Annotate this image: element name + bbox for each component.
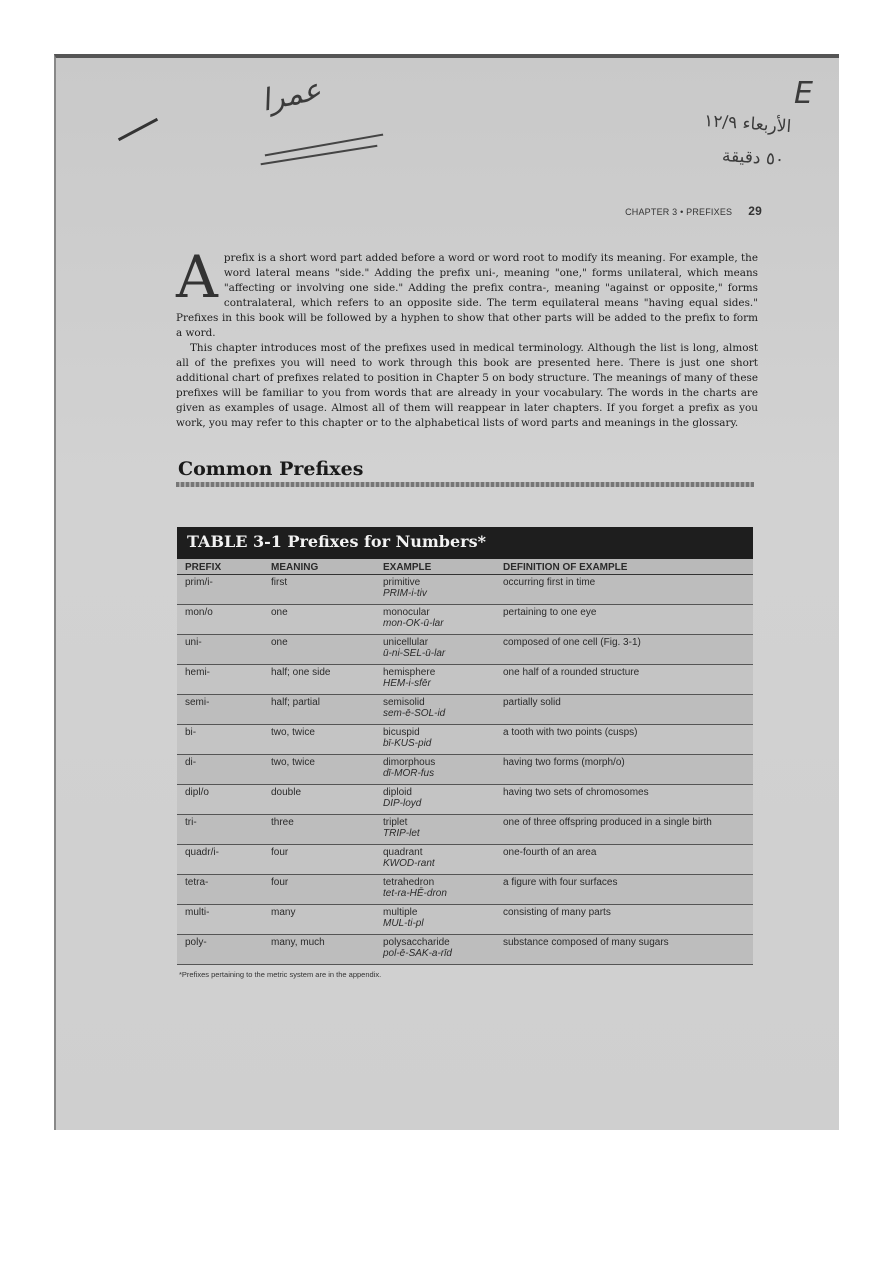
pronunciation: TRIP-let bbox=[383, 828, 420, 839]
definition-cell: substance composed of many sugars bbox=[495, 935, 753, 965]
definition-cell: consisting of many parts bbox=[495, 905, 753, 935]
pronunciation: sem-ē-SOL-id bbox=[383, 708, 446, 719]
example-word: hemisphere bbox=[383, 667, 436, 678]
example-word: triplet bbox=[383, 817, 408, 828]
meaning-cell: many bbox=[263, 905, 375, 935]
example-cell bbox=[375, 635, 495, 665]
meaning-cell: first bbox=[263, 575, 375, 605]
example-word: quadrant bbox=[383, 847, 423, 858]
pronunciation: tet-ra-HĒ-dron bbox=[383, 888, 447, 899]
example-word: dimorphous bbox=[383, 757, 436, 768]
meaning-cell: half; one side bbox=[263, 665, 375, 695]
meaning-cell: half; partial bbox=[263, 695, 375, 725]
definition-cell: occurring first in time bbox=[495, 575, 753, 605]
table-row bbox=[177, 785, 753, 815]
table-row bbox=[177, 845, 753, 875]
intro-text bbox=[176, 243, 758, 431]
prefix-table-grid bbox=[177, 559, 753, 965]
meaning-cell: two, twice bbox=[263, 725, 375, 755]
definition-cell: having two forms (morph/o) bbox=[495, 755, 753, 785]
prefix-cell: prim/i- bbox=[177, 575, 263, 605]
table-row bbox=[177, 875, 753, 905]
table-row bbox=[177, 695, 753, 725]
definition-cell: a tooth with two points (cusps) bbox=[495, 725, 753, 755]
prefix-cell: hemi- bbox=[177, 665, 263, 695]
example-word: semisolid bbox=[383, 697, 425, 708]
prefix-cell: quadr/i- bbox=[177, 845, 263, 875]
pronunciation: PRIM-i-tiv bbox=[383, 588, 427, 599]
prefix-cell: tri- bbox=[177, 815, 263, 845]
prefix-table bbox=[177, 527, 753, 979]
definition-cell: partially solid bbox=[495, 695, 753, 725]
meaning-cell: two, twice bbox=[263, 755, 375, 785]
meaning-cell: double bbox=[263, 785, 375, 815]
prefix-cell: dipl/o bbox=[177, 785, 263, 815]
table-row bbox=[177, 635, 753, 665]
table-title: TABLE 3-1 Prefixes for Numbers* bbox=[177, 527, 753, 559]
definition-cell: one of three offspring produced in a single birth bbox=[495, 815, 753, 845]
example-cell bbox=[375, 725, 495, 755]
section-rule bbox=[176, 482, 754, 487]
pronunciation: HEM-i-sfēr bbox=[383, 678, 431, 689]
pronunciation: KWOD-rant bbox=[383, 858, 435, 869]
table-row bbox=[177, 935, 753, 965]
intro-paragraph-1-text: prefix is a short word part added before a word or word root to modify its meaning. For example, the word lateral means "side." Adding the prefix uni-, meaning "one," forms unilateral, which means "affecting or involving one side." Adding the prefix contra-, meaning "against or opposite," forms contralateral, which refers to an opposite side. The term equilateral means "having equal sides." Prefixes in this book will be followed by a hyphen to show that other parts will be added to the prefix to form a word. bbox=[176, 252, 758, 339]
intro-paragraph-2: This chapter introduces most of the prefixes used in medical terminology. Although the list is long, almost all of the prefixes you will need to work through this book are presented here. There is just one short additional chart of prefixes related to position in Chapter 5 on body structure. The meanings of many of these prefixes will be familiar to you from words that are already in your vocabulary. The words in the charts are given as examples of usage. Almost all of them will reappear in later chapters. If you forget a prefix as you work, you may refer to this chapter or to the alphabetical lists of word parts and meanings in the glossary. bbox=[176, 342, 758, 429]
example-word: monocular bbox=[383, 607, 430, 618]
handwritten-letter: E bbox=[794, 76, 813, 111]
prefix-cell: di- bbox=[177, 755, 263, 785]
example-cell bbox=[375, 785, 495, 815]
example-cell bbox=[375, 575, 495, 605]
pronunciation: bī-KUS-pid bbox=[383, 738, 432, 749]
intro-paragraph-1 bbox=[176, 243, 758, 341]
prefix-cell: multi- bbox=[177, 905, 263, 935]
definition-cell: having two sets of chromosomes bbox=[495, 785, 753, 815]
table-footnote: *Prefixes pertaining to the metric system are in the appendix. bbox=[179, 970, 382, 979]
example-word: tetrahedron bbox=[383, 877, 435, 888]
meaning-cell: four bbox=[263, 845, 375, 875]
example-cell bbox=[375, 845, 495, 875]
running-header bbox=[612, 204, 762, 218]
example-word: primitive bbox=[383, 577, 421, 588]
drop-cap: A bbox=[176, 243, 218, 311]
handwritten-note: ٥٠ دقيقة bbox=[721, 145, 785, 171]
page-number: 29 bbox=[748, 204, 762, 218]
meaning-cell: four bbox=[263, 875, 375, 905]
example-cell bbox=[375, 875, 495, 905]
column-header: DEFINITION OF EXAMPLE bbox=[495, 559, 753, 575]
handwritten-signature: عمرا bbox=[258, 72, 325, 119]
table-row bbox=[177, 725, 753, 755]
example-cell bbox=[375, 605, 495, 635]
meaning-cell: one bbox=[263, 635, 375, 665]
example-cell bbox=[375, 905, 495, 935]
signature-underline bbox=[261, 145, 378, 165]
example-word: bicuspid bbox=[383, 727, 420, 738]
scanned-page bbox=[54, 54, 839, 1130]
prefix-cell: poly- bbox=[177, 935, 263, 965]
table-row bbox=[177, 575, 753, 605]
meaning-cell: one bbox=[263, 605, 375, 635]
table-row bbox=[177, 755, 753, 785]
meaning-cell: three bbox=[263, 815, 375, 845]
pen-mark bbox=[118, 118, 158, 141]
column-header: PREFIX bbox=[177, 559, 263, 575]
prefix-cell: semi- bbox=[177, 695, 263, 725]
table-row bbox=[177, 815, 753, 845]
handwritten-note: الأربعاء ١٢/٩ bbox=[703, 110, 792, 138]
example-cell bbox=[375, 695, 495, 725]
table-row bbox=[177, 665, 753, 695]
pronunciation: MUL-ti-pl bbox=[383, 918, 424, 929]
prefix-cell: uni- bbox=[177, 635, 263, 665]
table-row bbox=[177, 905, 753, 935]
section-title: Common Prefixes bbox=[178, 458, 364, 480]
table-row bbox=[177, 605, 753, 635]
definition-cell: one-fourth of an area bbox=[495, 845, 753, 875]
pronunciation: mon-OK-ū-lar bbox=[383, 618, 444, 629]
example-word: multiple bbox=[383, 907, 418, 918]
pronunciation: dī-MOR-fus bbox=[383, 768, 435, 779]
example-cell bbox=[375, 755, 495, 785]
definition-cell: one half of a rounded structure bbox=[495, 665, 753, 695]
prefix-cell: tetra- bbox=[177, 875, 263, 905]
pronunciation: DIP-loyd bbox=[383, 798, 422, 809]
example-cell bbox=[375, 665, 495, 695]
meaning-cell: many, much bbox=[263, 935, 375, 965]
column-header: MEANING bbox=[263, 559, 375, 575]
column-header: EXAMPLE bbox=[375, 559, 495, 575]
prefix-cell: bi- bbox=[177, 725, 263, 755]
definition-cell: pertaining to one eye bbox=[495, 605, 753, 635]
example-cell bbox=[375, 935, 495, 965]
running-head: CHAPTER 3 • PREFIXES bbox=[625, 207, 733, 217]
example-word: diploid bbox=[383, 787, 412, 798]
pronunciation: pol-ē-SAK-a-rīd bbox=[383, 948, 452, 959]
definition-cell: composed of one cell (Fig. 3-1) bbox=[495, 635, 753, 665]
definition-cell: a figure with four surfaces bbox=[495, 875, 753, 905]
example-word: unicellular bbox=[383, 637, 429, 648]
example-word: polysaccharide bbox=[383, 937, 450, 948]
example-cell bbox=[375, 815, 495, 845]
table-header-row bbox=[177, 559, 753, 575]
prefix-cell: mon/o bbox=[177, 605, 263, 635]
pronunciation: ū-ni-SEL-ū-lar bbox=[383, 648, 446, 659]
